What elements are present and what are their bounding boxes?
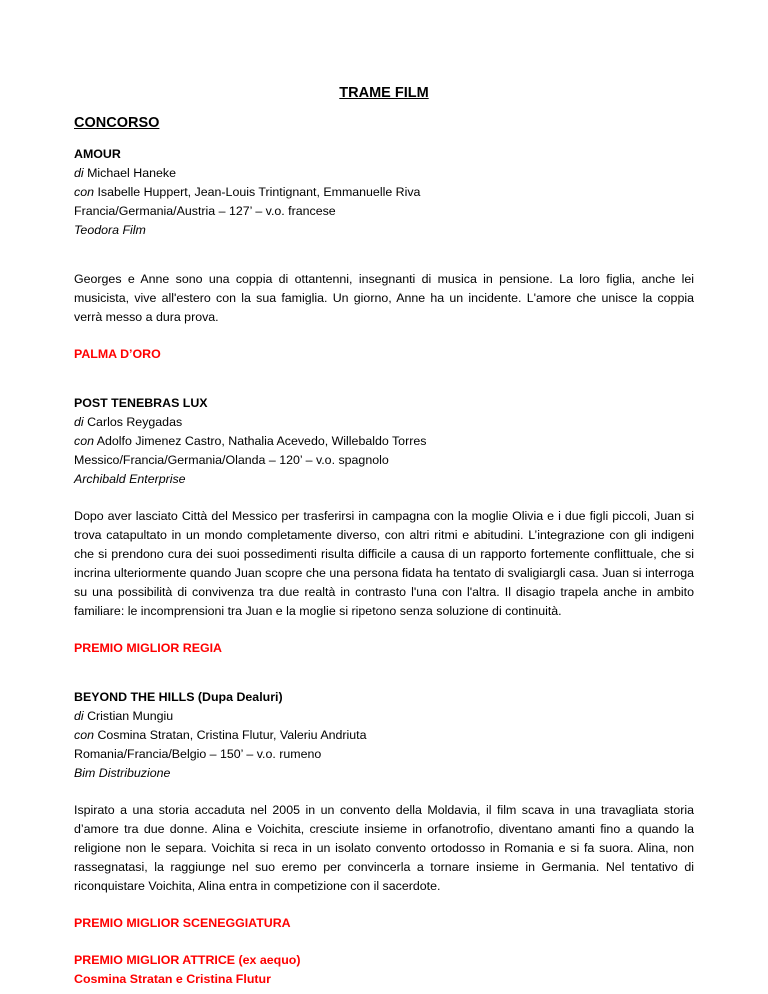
film-entry: [74, 394, 694, 658]
film-distributor: Bim Distribuzione: [74, 766, 171, 780]
award-winner-names: Cosmina Stratan e Cristina Flutur: [74, 972, 271, 986]
document-page: [74, 84, 694, 989]
film-cast: [74, 183, 694, 202]
director-name: Cristian Mungiu: [87, 709, 174, 723]
film-info: Romania/Francia/Belgio – 150’ – v.o. rumeno: [74, 747, 322, 761]
film-info: Messico/Francia/Germania/Olanda – 120’ – v.o. spagnolo: [74, 453, 389, 467]
film-plot: Dopo aver lasciato Città del Messico per trasferirsi in campagna con la moglie Olivia e i due figli piccoli, Juan si trova catapultato in un mondo completamente diverso, con altri ritmi e abitudini. L’integrazione con gli indigeni che si prendono cura dei suoi possedimenti risulta difficile a causa di un rapporto fortemente conflittuale, che si incrina ulteriormente quando Juan scopre che una persona fidata ha tentato di svaligiargli casa. Juan si interroga su una possibilità di convivenza tra due realtà in contrasto l'una con l'altra. Il disagio trapela anche in ambito familiare: le incomprensioni tra Juan e la moglie si ripetono senza soluzione di continuità.: [74, 509, 694, 618]
director-prefix: di: [74, 166, 84, 180]
film-title: AMOUR: [74, 147, 121, 161]
film-distributor: Teodora Film: [74, 223, 146, 237]
director-prefix: di: [74, 709, 84, 723]
cast-prefix: con: [74, 434, 94, 448]
director-prefix: di: [74, 415, 84, 429]
film-title: BEYOND THE HILLS (Dupa Dealuri): [74, 690, 283, 704]
film-plot: Ispirato a una storia accaduta nel 2005 in un convento della Moldavia, il film scava in una travagliata storia d’amore tra due donne. Alina e Voichita, cresciute insieme in orfanotrofio, diventano amanti fino a quando la religione non le separa. Voichita si reca in un isolato convento ortodosso in Romania e si fa suora. Alina, non rassegnatasi, la raggiunge nel suo eremo per convincerla a tornare insieme in Germania. Nel tentativo di riconquistare Voichita, Alina entra in competizione con il sacerdote.: [74, 803, 694, 893]
cast-names: Adolfo Jimenez Castro, Nathalia Acevedo, Willebaldo Torres: [96, 434, 427, 448]
film-director: [74, 413, 694, 432]
cast-names: Cosmina Stratan, Cristina Flutur, Valeriu Andriuta: [97, 728, 367, 742]
director-name: Michael Haneke: [87, 166, 176, 180]
film-entry: [74, 688, 694, 989]
film-cast: [74, 432, 694, 451]
film-distributor: Archibald Enterprise: [74, 472, 186, 486]
film-director: [74, 707, 694, 726]
section-title: CONCORSO: [74, 115, 160, 131]
document-title: TRAME FILM: [339, 85, 429, 101]
film-cast: [74, 726, 694, 745]
film-info: Francia/Germania/Austria – 127’ – v.o. francese: [74, 204, 336, 218]
film-award: PREMIO MIGLIOR REGIA: [74, 641, 223, 655]
cast-names: Isabelle Huppert, Jean-Louis Trintignant, Emmanuelle Riva: [97, 185, 421, 199]
film-award-secondary: PREMIO MIGLIOR ATTRICE (ex aequo): [74, 953, 301, 967]
cast-prefix: con: [74, 185, 94, 199]
film-plot: Georges e Anne sono una coppia di ottantenni, insegnanti di musica in pensione. La loro figlia, anche lei musicista, vive all'estero con la sua famiglia. Un giorno, Anne ha un incidente. L'amore che unisce la coppia verrà messo a dura prova.: [74, 272, 694, 324]
cast-prefix: con: [74, 728, 94, 742]
film-award: PALMA D’ORO: [74, 347, 161, 361]
film-title: POST TENEBRAS LUX: [74, 396, 208, 410]
film-director: [74, 164, 694, 183]
film-entry: [74, 145, 694, 364]
film-award: PREMIO MIGLIOR SCENEGGIATURA: [74, 916, 291, 930]
director-name: Carlos Reygadas: [87, 415, 183, 429]
